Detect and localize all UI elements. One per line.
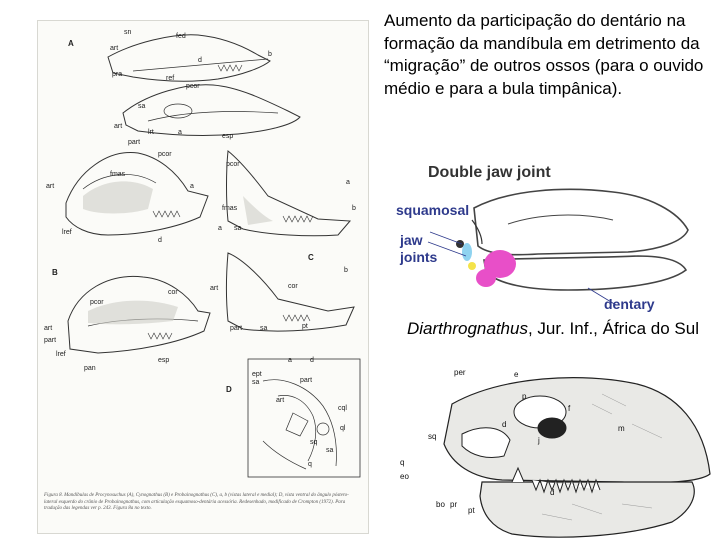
label-d-cql: cql <box>338 405 347 412</box>
skull-label-pr: pr <box>450 500 458 509</box>
skull-label-sq: sq <box>428 432 437 441</box>
species-caption <box>407 318 707 340</box>
double-jaw-joint-figure <box>388 160 708 318</box>
label-bl-art: art <box>44 325 53 332</box>
skull-label-e: e <box>514 370 519 379</box>
panel-letter-c: C <box>308 253 314 262</box>
label-d-part: part <box>300 377 313 384</box>
panel-letter-a: A <box>68 39 74 48</box>
label-a1-pra: pra <box>112 71 123 78</box>
main-text: Aumento da participação do dentário na formação da mandíbula em detrimento da “migração” de outros ossos (para o ouvido médio e para a bula timpânica). <box>384 11 704 98</box>
skull-label-d2: d <box>550 488 555 497</box>
mandible-plate <box>37 20 369 534</box>
jaw-c-lateral <box>227 253 355 331</box>
label-c2-b: b <box>344 267 348 274</box>
skull-label-m: m <box>618 424 625 433</box>
label-d-sq: sq <box>310 439 318 446</box>
label-b-a: a <box>190 183 194 190</box>
label-a2-pcor: pcor <box>186 83 200 90</box>
label-b-lref: lref <box>62 229 72 236</box>
label-b-art: art <box>46 183 55 190</box>
label-c2-sa: sa <box>260 325 268 332</box>
skull-label-f: f <box>568 404 571 413</box>
species-locality: , Jur. Inf., África do Sul <box>527 319 699 338</box>
label-a2-esp: esp <box>222 133 234 140</box>
plate-caption: Figura 8. Mandíbulas de Procynosuchus (A), Cynognathus (B) e Probainognathus (C), a, b (vistas lateral e medial); D, vista ventral do ângulo póstero-lateral esquerdo do crânio de Probainognathus, com articulação esquamoso-dentária acessória. Redesenhado, modificado de Crompton (1972). Para tradução das legendas ver p. 243. Figura 8a no texto. <box>44 493 349 511</box>
label-c-b: b <box>352 205 356 212</box>
label-c2-pt: pt <box>302 323 308 330</box>
panel-letter-b: B <box>52 268 58 277</box>
label-a1-fed: fed <box>176 33 186 40</box>
label-d-ql: ql <box>340 425 346 432</box>
skull-label-per: per <box>454 368 466 377</box>
label-bl-pan: pan <box>84 365 96 372</box>
label-d-sa2: sa <box>326 447 334 454</box>
species-name: Diarthrognathus <box>407 319 528 338</box>
bone-yellow <box>468 262 476 270</box>
skull-label-bo: bo <box>436 500 445 509</box>
skull-label-eo: eo <box>400 472 409 481</box>
label-c-a: a <box>346 179 350 186</box>
jaw-a-lateral <box>108 35 270 81</box>
label-bl-part: part <box>44 337 57 344</box>
label-a2-part: part <box>128 139 141 146</box>
label-c-sa: sa <box>234 225 242 232</box>
label-d-sa: sa <box>252 379 260 386</box>
panel-letter-d: D <box>226 385 232 394</box>
label-d-ept: ept <box>252 371 262 378</box>
skull-label-q: q <box>400 458 405 467</box>
label-d-d: d <box>310 357 314 364</box>
label-bl-lref: lref <box>56 351 66 358</box>
skull-label-d: d <box>502 420 507 429</box>
label-jaw-joints: jaw joints <box>400 232 438 265</box>
label-dentary: dentary <box>604 296 655 312</box>
skull-label-pt: pt <box>468 506 475 515</box>
label-d-a: a <box>288 357 292 364</box>
bone-pink-small <box>476 269 496 287</box>
label-a2-a: a <box>178 129 182 136</box>
label-a2-ref: ref <box>166 75 175 82</box>
diarthrognathus-skull-figure <box>392 364 714 540</box>
label-c-fmas: fmas <box>222 205 238 212</box>
label-d-art: art <box>276 397 285 404</box>
label-c-a2: a <box>218 225 222 232</box>
skull-label-p: p <box>522 392 527 401</box>
label-b-fmas: fmas <box>110 171 126 178</box>
label-a1-b: b <box>268 51 272 58</box>
figure-title: Double jaw joint <box>428 164 551 181</box>
skull-label-j: j <box>538 436 540 445</box>
label-a1-d: d <box>198 57 202 64</box>
label-c2-part: part <box>230 325 243 332</box>
label-a2-sa: sa <box>138 103 146 110</box>
label-a2-art: art <box>114 123 123 130</box>
mandible-drawings <box>38 21 368 533</box>
label-c2-cor: cor <box>288 283 298 290</box>
label-bl-esp: esp <box>158 357 170 364</box>
label-squamosal: squamosal <box>396 202 470 218</box>
label-b-d: d <box>158 237 162 244</box>
bone-blue <box>462 243 472 261</box>
jaw-c-medial <box>227 151 351 236</box>
label-c-pcor: pcor <box>226 161 240 168</box>
lower-jaw <box>480 482 694 537</box>
label-a1-sn: sn <box>124 29 132 36</box>
label-a1-art: art <box>110 45 119 52</box>
label-a2-lrt: lrt <box>148 129 154 136</box>
label-c2-art: art <box>210 285 219 292</box>
label-b-pcor: pcor <box>158 151 172 158</box>
label-bl-cor: cor <box>168 289 178 296</box>
jaw-a-medial <box>123 85 300 136</box>
skull-outline <box>474 189 688 254</box>
label-bl-pcor: pcor <box>90 299 104 306</box>
label-d-q: q <box>308 461 312 468</box>
skull-drawing <box>392 364 714 540</box>
